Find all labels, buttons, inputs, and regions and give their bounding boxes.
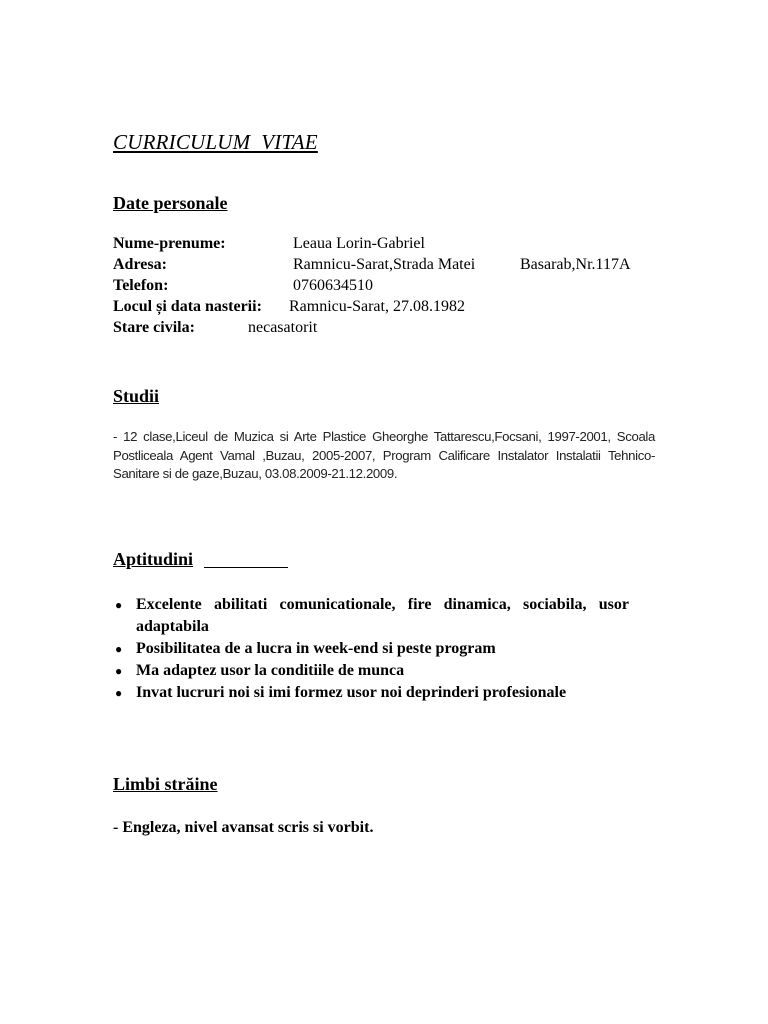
birth-row (113, 296, 673, 317)
address-label: Adresa: (113, 256, 167, 273)
skills-heading-underline (204, 567, 288, 568)
languages-text: - Engleza, nivel avansat scris si vorbit. (113, 819, 374, 836)
list-item (113, 660, 629, 682)
civil-status-row (113, 317, 673, 338)
address-value-street: Ramnicu-Sarat,Strada Matei (293, 256, 476, 273)
phone-value: 0760634510 (293, 277, 373, 294)
civil-status-value: necasatorit (248, 319, 318, 336)
bullet-icon: ● (115, 664, 123, 678)
name-row (113, 233, 673, 254)
studies-heading: Studii (113, 386, 160, 406)
birth-label: Locul și data nasterii: (113, 298, 262, 315)
skill-text: Invat lucruri noi si imi formez usor noi deprinderi profesionale (136, 684, 567, 701)
languages-heading: Limbi străine (113, 774, 218, 794)
address-value-number: Basarab,Nr.117A (520, 256, 631, 273)
list-item (113, 594, 629, 638)
skill-text: Ma adaptez usor la conditiile de munca (136, 662, 405, 679)
name-value: Leaua Lorin-Gabriel (293, 235, 425, 252)
address-row (113, 254, 673, 275)
phone-row (113, 275, 673, 296)
skills-heading: Aptitudini (113, 549, 194, 569)
phone-label: Telefon: (113, 277, 169, 294)
name-label: Nume-prenume: (113, 235, 226, 252)
bullet-icon: ● (115, 598, 123, 612)
bullet-icon: ● (115, 642, 123, 656)
skill-text: Posibilitatea de a lucra in week-end si peste program (136, 640, 496, 657)
document-title: CURRICULUM VITAE (113, 130, 318, 154)
civil-status-label: Stare civila: (113, 319, 195, 336)
skill-text: Excelente abilitati comunicationale, fire dinamica, sociabila, usor adaptabila (136, 596, 629, 635)
skills-list (113, 594, 629, 704)
personal-data-heading: Date personale (113, 193, 228, 213)
studies-text: - 12 clase,Liceul de Muzica si Arte Plastice Gheorghe Tattarescu,Focsani, 1997-2001, Scoala Postliceala Agent Vamal ,Buzau, 2005-2007, Program Calificare Instalator Instalatii Tehnico-Sanitare si de gaze,Buzau, 03.08.2009-21.12.2009. (113, 429, 655, 481)
birth-value: Ramnicu-Sarat, 27.08.1982 (289, 298, 465, 315)
list-item (113, 638, 629, 660)
list-item (113, 682, 629, 704)
bullet-icon: ● (115, 686, 123, 700)
